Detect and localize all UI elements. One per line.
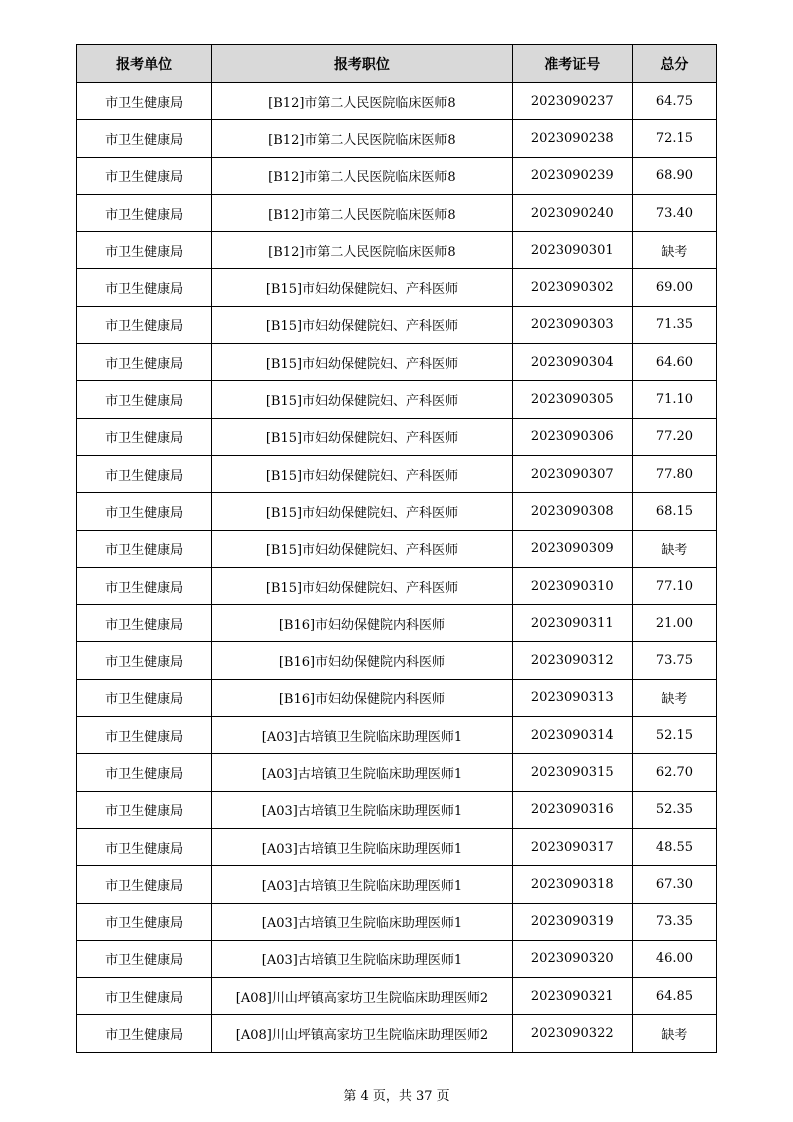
- cell-position: [A03]古培镇卫生院临床助理医师1: [212, 940, 512, 977]
- table-row: [77, 344, 717, 381]
- cell-unit: 市卫生健康局: [77, 828, 212, 865]
- cell-position: [A03]古培镇卫生院临床助理医师1: [212, 866, 512, 903]
- table-row: [77, 194, 717, 231]
- score-table: [76, 44, 717, 1053]
- cell-exam-id: 2023090315: [512, 754, 632, 791]
- header-total-score: 总分: [632, 45, 716, 83]
- table-row: [77, 791, 717, 828]
- table-row: [77, 306, 717, 343]
- table-row: [77, 157, 717, 194]
- table-row: [77, 828, 717, 865]
- cell-unit: 市卫生健康局: [77, 605, 212, 642]
- cell-position: [B15]市妇幼保健院妇、产科医师: [212, 418, 512, 455]
- cell-position: [B12]市第二人民医院临床医师8: [212, 83, 512, 120]
- table-row: [77, 83, 717, 120]
- cell-exam-id: 2023090319: [512, 903, 632, 940]
- cell-unit: 市卫生健康局: [77, 306, 212, 343]
- table-row: [77, 642, 717, 679]
- cell-total-score: 64.85: [632, 978, 716, 1015]
- cell-position: [B12]市第二人民医院临床医师8: [212, 157, 512, 194]
- table-row: [77, 605, 717, 642]
- cell-position: [B15]市妇幼保健院妇、产科医师: [212, 381, 512, 418]
- cell-unit: 市卫生健康局: [77, 455, 212, 492]
- cell-unit: 市卫生健康局: [77, 940, 212, 977]
- cell-total-score: 71.35: [632, 306, 716, 343]
- cell-exam-id: 2023090302: [512, 269, 632, 306]
- cell-unit: 市卫生健康局: [77, 157, 212, 194]
- cell-unit: 市卫生健康局: [77, 381, 212, 418]
- cell-total-score: 52.35: [632, 791, 716, 828]
- cell-exam-id: 2023090313: [512, 679, 632, 716]
- cell-exam-id: 2023090303: [512, 306, 632, 343]
- cell-exam-id: 2023090238: [512, 120, 632, 157]
- cell-unit: 市卫生健康局: [77, 120, 212, 157]
- cell-exam-id: 2023090310: [512, 567, 632, 604]
- table-row: [77, 418, 717, 455]
- cell-unit: 市卫生健康局: [77, 194, 212, 231]
- cell-exam-id: 2023090322: [512, 1015, 632, 1052]
- cell-exam-id: 2023090305: [512, 381, 632, 418]
- cell-exam-id: 2023090304: [512, 344, 632, 381]
- cell-position: [B12]市第二人民医院临床医师8: [212, 232, 512, 269]
- table-row: [77, 530, 717, 567]
- table-row: [77, 381, 717, 418]
- cell-total-score: 21.00: [632, 605, 716, 642]
- cell-total-score: 77.80: [632, 455, 716, 492]
- table-row: [77, 120, 717, 157]
- cell-unit: 市卫生健康局: [77, 642, 212, 679]
- cell-unit: 市卫生健康局: [77, 717, 212, 754]
- table-row: [77, 1015, 717, 1052]
- cell-unit: 市卫生健康局: [77, 418, 212, 455]
- table-row: [77, 754, 717, 791]
- cell-exam-id: 2023090237: [512, 83, 632, 120]
- cell-unit: 市卫生健康局: [77, 679, 212, 716]
- cell-unit: 市卫生健康局: [77, 903, 212, 940]
- cell-position: [B16]市妇幼保健院内科医师: [212, 642, 512, 679]
- header-exam-id: 准考证号: [512, 45, 632, 83]
- table-row: [77, 940, 717, 977]
- cell-position: [A03]古培镇卫生院临床助理医师1: [212, 791, 512, 828]
- table-row: [77, 269, 717, 306]
- cell-exam-id: 2023090240: [512, 194, 632, 231]
- cell-unit: 市卫生健康局: [77, 866, 212, 903]
- cell-exam-id: 2023090309: [512, 530, 632, 567]
- cell-position: [A03]古培镇卫生院临床助理医师1: [212, 903, 512, 940]
- cell-position: [B16]市妇幼保健院内科医师: [212, 679, 512, 716]
- table-row: [77, 567, 717, 604]
- cell-total-score: 73.35: [632, 903, 716, 940]
- cell-total-score: 52.15: [632, 717, 716, 754]
- cell-total-score: 67.30: [632, 866, 716, 903]
- cell-total-score: 71.10: [632, 381, 716, 418]
- cell-total-score: 69.00: [632, 269, 716, 306]
- cell-position: [B15]市妇幼保健院妇、产科医师: [212, 306, 512, 343]
- cell-unit: 市卫生健康局: [77, 530, 212, 567]
- cell-exam-id: 2023090317: [512, 828, 632, 865]
- cell-position: [B15]市妇幼保健院妇、产科医师: [212, 530, 512, 567]
- header-unit: 报考单位: [77, 45, 212, 83]
- cell-unit: 市卫生健康局: [77, 754, 212, 791]
- cell-total-score: 48.55: [632, 828, 716, 865]
- cell-total-score: 68.90: [632, 157, 716, 194]
- cell-exam-id: 2023090306: [512, 418, 632, 455]
- page-footer: 第 4 页，共 37 页: [343, 1089, 450, 1104]
- cell-exam-id: 2023090314: [512, 717, 632, 754]
- cell-exam-id: 2023090318: [512, 866, 632, 903]
- table-header-row: [77, 45, 717, 83]
- cell-total-score: 73.40: [632, 194, 716, 231]
- cell-position: [B15]市妇幼保健院妇、产科医师: [212, 269, 512, 306]
- cell-unit: 市卫生健康局: [77, 567, 212, 604]
- cell-position: [B15]市妇幼保健院妇、产科医师: [212, 567, 512, 604]
- table-row: [77, 866, 717, 903]
- cell-unit: 市卫生健康局: [77, 344, 212, 381]
- cell-position: [B15]市妇幼保健院妇、产科医师: [212, 493, 512, 530]
- cell-position: [A03]古培镇卫生院临床助理医师1: [212, 754, 512, 791]
- cell-exam-id: 2023090307: [512, 455, 632, 492]
- cell-total-score: 46.00: [632, 940, 716, 977]
- cell-total-score: 68.15: [632, 493, 716, 530]
- cell-exam-id: 2023090308: [512, 493, 632, 530]
- cell-exam-id: 2023090320: [512, 940, 632, 977]
- cell-position: [B12]市第二人民医院临床医师8: [212, 194, 512, 231]
- cell-unit: 市卫生健康局: [77, 232, 212, 269]
- table-row: [77, 903, 717, 940]
- table-row: [77, 455, 717, 492]
- cell-position: [A03]古培镇卫生院临床助理医师1: [212, 717, 512, 754]
- table-row: [77, 493, 717, 530]
- cell-unit: 市卫生健康局: [77, 83, 212, 120]
- cell-position: [B15]市妇幼保健院妇、产科医师: [212, 455, 512, 492]
- table-row: [77, 679, 717, 716]
- cell-unit: 市卫生健康局: [77, 493, 212, 530]
- cell-unit: 市卫生健康局: [77, 791, 212, 828]
- cell-exam-id: 2023090239: [512, 157, 632, 194]
- cell-total-score: 缺考: [632, 1015, 716, 1052]
- cell-exam-id: 2023090311: [512, 605, 632, 642]
- table-body: [77, 83, 717, 1053]
- cell-exam-id: 2023090316: [512, 791, 632, 828]
- cell-position: [B15]市妇幼保健院妇、产科医师: [212, 344, 512, 381]
- cell-position: [A08]川山坪镇高家坊卫生院临床助理医师2: [212, 1015, 512, 1052]
- cell-total-score: 72.15: [632, 120, 716, 157]
- cell-exam-id: 2023090312: [512, 642, 632, 679]
- header-position: 报考职位: [212, 45, 512, 83]
- cell-total-score: 缺考: [632, 530, 716, 567]
- cell-unit: 市卫生健康局: [77, 269, 212, 306]
- cell-position: [A03]古培镇卫生院临床助理医师1: [212, 828, 512, 865]
- cell-exam-id: 2023090301: [512, 232, 632, 269]
- cell-total-score: 缺考: [632, 232, 716, 269]
- cell-total-score: 77.10: [632, 567, 716, 604]
- cell-position: [B16]市妇幼保健院内科医师: [212, 605, 512, 642]
- table-row: [77, 978, 717, 1015]
- cell-total-score: 62.70: [632, 754, 716, 791]
- cell-total-score: 64.75: [632, 83, 716, 120]
- cell-total-score: 缺考: [632, 679, 716, 716]
- cell-total-score: 77.20: [632, 418, 716, 455]
- cell-total-score: 73.75: [632, 642, 716, 679]
- cell-exam-id: 2023090321: [512, 978, 632, 1015]
- cell-position: [B12]市第二人民医院临床医师8: [212, 120, 512, 157]
- table-row: [77, 232, 717, 269]
- cell-position: [A08]川山坪镇高家坊卫生院临床助理医师2: [212, 978, 512, 1015]
- cell-total-score: 64.60: [632, 344, 716, 381]
- cell-unit: 市卫生健康局: [77, 1015, 212, 1052]
- table-row: [77, 717, 717, 754]
- cell-unit: 市卫生健康局: [77, 978, 212, 1015]
